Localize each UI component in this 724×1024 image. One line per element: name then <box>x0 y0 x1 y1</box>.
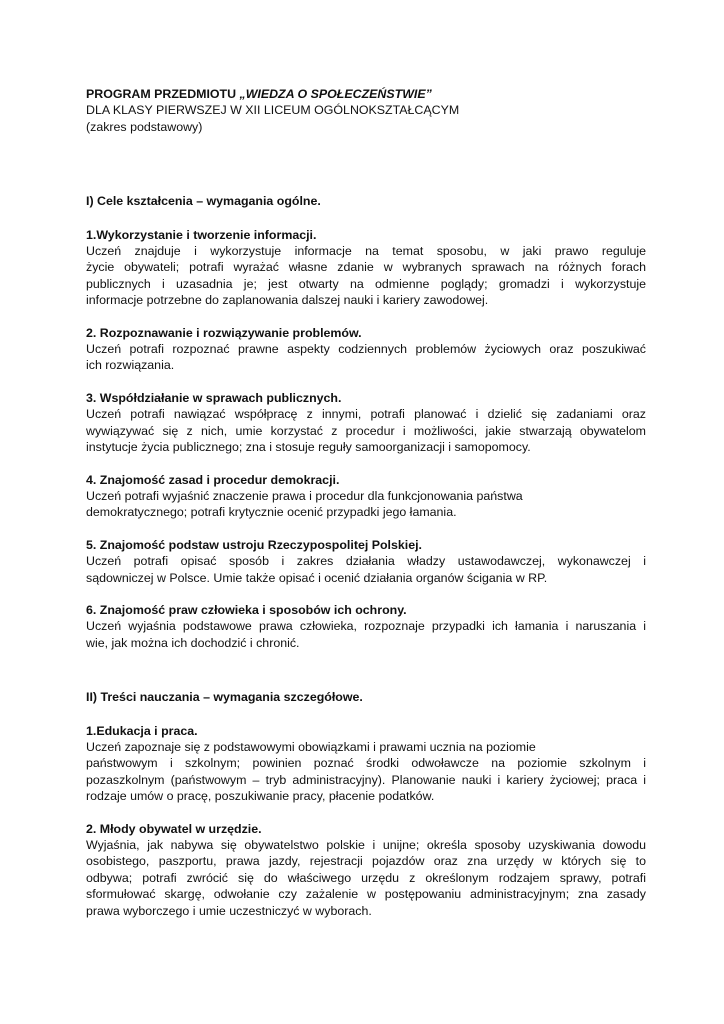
body-line: życie obywateli; potrafi wyrażać własne zdanie w wybranych sprawach na różnych forach <box>86 260 646 275</box>
item-heading: 4. Znajomość zasad i procedur demokracji. <box>86 472 340 487</box>
body-line: prawa wyborczego i umie uczestniczyć w wyborach. <box>86 903 372 918</box>
document-title <box>86 86 646 102</box>
item-heading: 5. Znajomość podstaw ustroju Rzeczypospolitej Polskiej. <box>86 537 422 552</box>
section-content-item-1 <box>86 723 646 805</box>
section-goals-item-2 <box>86 325 646 374</box>
body-line: Uczeń potrafi nawiązać współpracę z innymi, potrafi planować i dzielić się zadaniami oraz <box>86 407 646 422</box>
document-scope: (zakres podstawowy) <box>86 119 203 134</box>
item-body <box>86 739 646 805</box>
section-heading-goals: I) Cele kształcenia – wymagania ogólne. <box>86 194 321 209</box>
body-line: sformułować skargę, odwołanie czy zażalenie w postępowaniu administracyjnym; zna zasady <box>86 887 646 902</box>
section-goals-item-1 <box>86 227 646 309</box>
item-body <box>86 618 646 651</box>
body-line: Uczeń potrafi opisać sposób i zakres działania władzy ustawodawczej, wykonawczej i <box>86 554 646 569</box>
section-goals-item-4 <box>86 472 646 521</box>
body-line: odbywa; potrafi zwrócić się do właściwego urzędu z określonym rodzajem sprawy, potrafi <box>86 870 646 885</box>
item-heading: 2. Młody obywatel w urzędzie. <box>86 821 262 836</box>
item-heading: 3. Współdziałanie w sprawach publicznych. <box>86 390 342 405</box>
document-page <box>86 86 646 919</box>
body-line: rodzaje umów o pracę, poszukiwanie pracy, płacenie podatków. <box>86 789 435 804</box>
document-header <box>86 86 646 135</box>
item-body <box>86 341 646 374</box>
body-line: pozaszkolnym (państwowym – tryb administracyjny). Planowanie nauki i kariery życiowej; praca i <box>86 772 646 787</box>
item-body <box>86 488 646 521</box>
item-heading: 2. Rozpoznawanie i rozwiązywanie problemów. <box>86 325 362 340</box>
body-line: Uczeń potrafi rozpoznać prawne aspekty codziennych problemów życiowych oraz poszukiwać <box>86 342 646 357</box>
body-line: ich rozwiązania. <box>86 358 175 373</box>
body-line: wie, jak można ich dochodzić i chronić. <box>86 635 300 650</box>
item-body <box>86 406 646 455</box>
section-heading-content: II) Treści nauczania – wymagania szczegółowe. <box>86 690 363 705</box>
item-body <box>86 553 646 586</box>
item-heading: 1.Edukacja i praca. <box>86 723 198 738</box>
title-prefix: PROGRAM PRZEDMIOTU <box>86 87 240 101</box>
section-goals-item-6 <box>86 602 646 651</box>
body-line: Uczeń zapoznaje się z podstawowymi obowiązkami i prawami ucznia na poziomie <box>86 739 536 754</box>
body-line: Wyjaśnia, jak nabywa się obywatelstwo polskie i unijne; określa sposoby uzyskiwania dowodu <box>86 838 646 852</box>
document-subtitle: DLA KLASY PIERWSZEJ W XII LICEUM OGÓLNOKSZTAŁCĄCYM <box>86 103 460 118</box>
item-heading: 1.Wykorzystanie i tworzenie informacji. <box>86 227 317 242</box>
body-line: Uczeń potrafi wyjaśnić znaczenie prawa i procedur dla funkcjonowania państwa <box>86 488 523 503</box>
body-line: Uczeń znajduje i wykorzystuje informacje na temat sposobu, w jaki prawo reguluje <box>86 244 646 259</box>
item-body <box>86 243 646 309</box>
body-line: demokratycznego; potrafi krytycznie ocenić przypadki jego łamania. <box>86 505 457 520</box>
body-line: publicznych i uzasadnia je; jest otwarty na odmienne poglądy; gromadzi i wykorzystuje <box>86 276 646 291</box>
body-line: informacje potrzebne do zaplanowania dalszej nauki i kariery zawodowej. <box>86 293 489 308</box>
section-goals-item-5 <box>86 537 646 586</box>
section-content-item-2 <box>86 821 646 919</box>
body-line: sądowniczej w Polsce. Umie także opisać i ocenić działania organów ścigania w RP. <box>86 570 548 585</box>
body-line: wywiązywać się z nich, umie korzystać z procedur i możliwości, jakie stwarzają obywatelom <box>86 423 646 438</box>
body-line: państwowym i szkolnym; powinien poznać środki odwoławcze na poziomie szkolnym i <box>86 756 646 771</box>
item-heading: 6. Znajomość praw człowieka i sposobów ich ochrony. <box>86 602 407 617</box>
body-line: Uczeń wyjaśnia podstawowe prawa człowieka, rozpoznaje przypadki ich łamania i naruszania i <box>86 619 646 634</box>
item-body <box>86 837 646 919</box>
section-goals-item-3 <box>86 390 646 456</box>
title-subject: „WIEDZA O SPOŁECZEŃSTWIE” <box>239 87 432 101</box>
body-line: osobistego, paszportu, prawa jazdy, rejestracji pojazdów oraz zna urzędy w których się to <box>86 854 646 869</box>
body-line: instytucje życia publicznego; zna i stosuje reguły samoorganizacji i samopomocy. <box>86 440 531 455</box>
